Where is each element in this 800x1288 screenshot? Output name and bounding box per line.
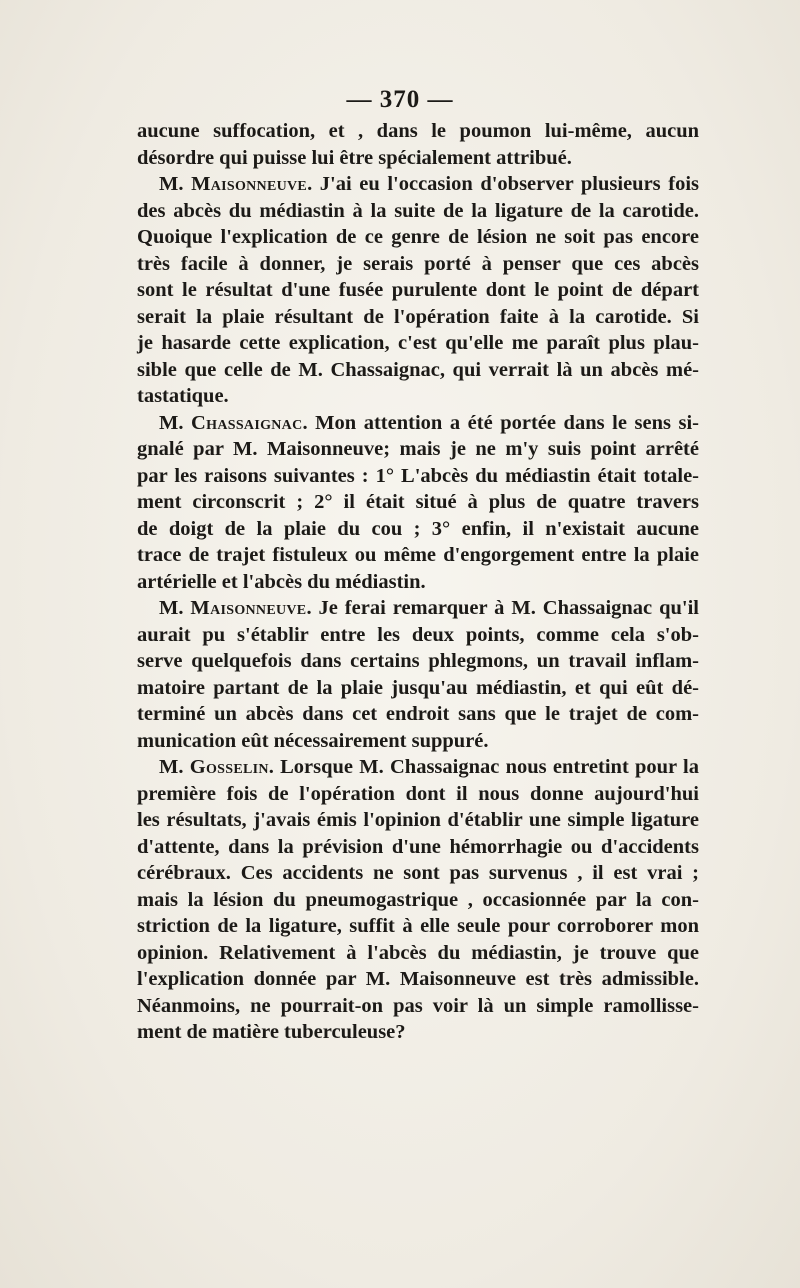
text-line	[137, 622, 699, 649]
speaker-prefix: M.	[159, 173, 192, 195]
line-text: cérébraux. Ces accidents ne sont pas survenus , il est vrai ;	[137, 862, 699, 884]
text-line	[137, 410, 699, 437]
line-text: terminé un abcès dans cet endroit sans que le trajet de com-	[137, 703, 699, 725]
text-line	[137, 304, 699, 331]
text-line	[137, 569, 699, 596]
line-text: sible que celle de M. Chassaignac, qui verrait là un abcès mé-	[137, 358, 699, 381]
text-line	[137, 913, 699, 940]
text-line	[137, 860, 699, 887]
text-line	[137, 171, 699, 198]
line-text: . Mon attention a été portée dans le sens si-	[302, 411, 699, 434]
text-line	[137, 648, 699, 675]
text-line	[137, 966, 699, 993]
text-line	[137, 728, 699, 755]
line-text: artérielle et l'abcès du médiastin.	[137, 570, 426, 593]
line-text: trace de trajet fistuleux ou même d'engorgement entre la plaie	[137, 544, 699, 566]
line-text: serve quelquefois dans certains phlegmons, un travail inflam-	[137, 650, 699, 672]
text-line	[137, 993, 699, 1020]
speaker-prefix: M.	[159, 597, 191, 619]
line-text: Quoique l'explication de ce genre de lésion ne soit pas encore	[137, 226, 699, 248]
text-line	[137, 781, 699, 808]
text-line	[137, 1019, 699, 1046]
line-text: matoire partant de la plaie jusqu'au médiastin, et qui eût dé-	[137, 676, 699, 699]
line-text: des abcès du médiastin à la suite de la ligature de la carotide.	[137, 199, 699, 222]
text-line	[137, 489, 699, 516]
speaker-name: Maisonneuve	[191, 173, 308, 195]
line-text: opinion. Relativement à l'abcès du médiastin, je trouve que	[137, 941, 699, 964]
line-text: ment de matière tuberculeuse?	[137, 1021, 406, 1043]
speaker-prefix: M.	[159, 411, 192, 434]
text-line	[137, 383, 699, 410]
line-text: très facile à donner, je serais porté à penser que ces abcès	[137, 252, 699, 275]
text-line	[137, 277, 699, 304]
line-text: . J'ai eu l'occasion d'observer plusieurs fois	[307, 173, 699, 195]
line-text: striction de la ligature, suffit à elle seule pour corroborer mon	[137, 915, 699, 937]
text-line	[137, 463, 699, 490]
line-text: aucune suffocation, et , dans le poumon lui-même, aucun	[137, 120, 699, 142]
line-text: gnalé par M. Maisonneuve; mais je ne m'y suis point arrêté	[137, 438, 699, 460]
speaker-name: Maisonneuve	[190, 597, 307, 619]
line-text: désordre qui puisse lui être spécialement attribué.	[137, 146, 572, 169]
text-line	[137, 436, 699, 463]
text-line	[137, 595, 699, 622]
text-line	[137, 887, 699, 914]
line-text: mais la lésion du pneumogastrique , occasionnée par la con-	[137, 888, 699, 911]
line-text: sont le résultat d'une fusée purulente dont le point de départ	[137, 279, 699, 301]
text-line	[137, 542, 699, 569]
page-number: — 370 —	[346, 86, 454, 113]
line-text: . Lorsque M. Chassaignac nous entretint pour la	[268, 756, 699, 778]
speaker-prefix: M.	[159, 756, 190, 778]
text-line	[137, 940, 699, 967]
text-line	[137, 224, 699, 251]
line-text: serait la plaie résultant de l'opération faite à la carotide. Si	[137, 305, 699, 328]
text-line	[137, 198, 699, 225]
line-text: munication eût nécessairement suppuré.	[137, 729, 489, 752]
text-line	[137, 357, 699, 384]
text-line	[137, 145, 699, 172]
text-line	[137, 675, 699, 702]
line-text: les résultats, j'avais émis l'opinion d'établir une simple ligature	[137, 809, 699, 831]
speaker-name: Chassaignac	[191, 411, 303, 434]
line-text: je hasarde cette explication, c'est qu'elle me paraît plus plau-	[137, 332, 699, 354]
line-text: par les raisons suivantes : 1° L'abcès du médiastin était totale-	[137, 464, 699, 487]
text-line	[137, 251, 699, 278]
text-line	[137, 754, 699, 781]
text-line	[137, 701, 699, 728]
line-text: l'explication donnée par M. Maisonneuve est très admissible.	[137, 968, 699, 990]
line-text: ment circonscrit ; 2° il était situé à plus de quatre travers	[137, 491, 699, 513]
text-line	[137, 516, 699, 543]
line-text: aurait pu s'établir entre les deux points, comme cela s'ob-	[137, 623, 699, 646]
line-text: tastatique.	[137, 385, 229, 407]
text-line	[137, 834, 699, 861]
speaker-name: Gosselin	[189, 756, 269, 778]
line-text: . Je ferai remarquer à M. Chassaignac qu'il	[306, 597, 699, 619]
body-text	[137, 118, 699, 1046]
line-text: Néanmoins, ne pourrait-on pas voir là un simple ramollisse-	[137, 994, 699, 1017]
line-text: d'attente, dans la prévision d'une hémorrhagie ou d'accidents	[137, 835, 699, 858]
line-text: de doigt de la plaie du cou ; 3° enfin, il n'existait aucune	[137, 517, 699, 540]
line-text: première fois de l'opération dont il nous donne aujourd'hui	[137, 782, 699, 805]
text-line	[137, 330, 699, 357]
text-line	[137, 807, 699, 834]
text-line	[137, 118, 699, 145]
